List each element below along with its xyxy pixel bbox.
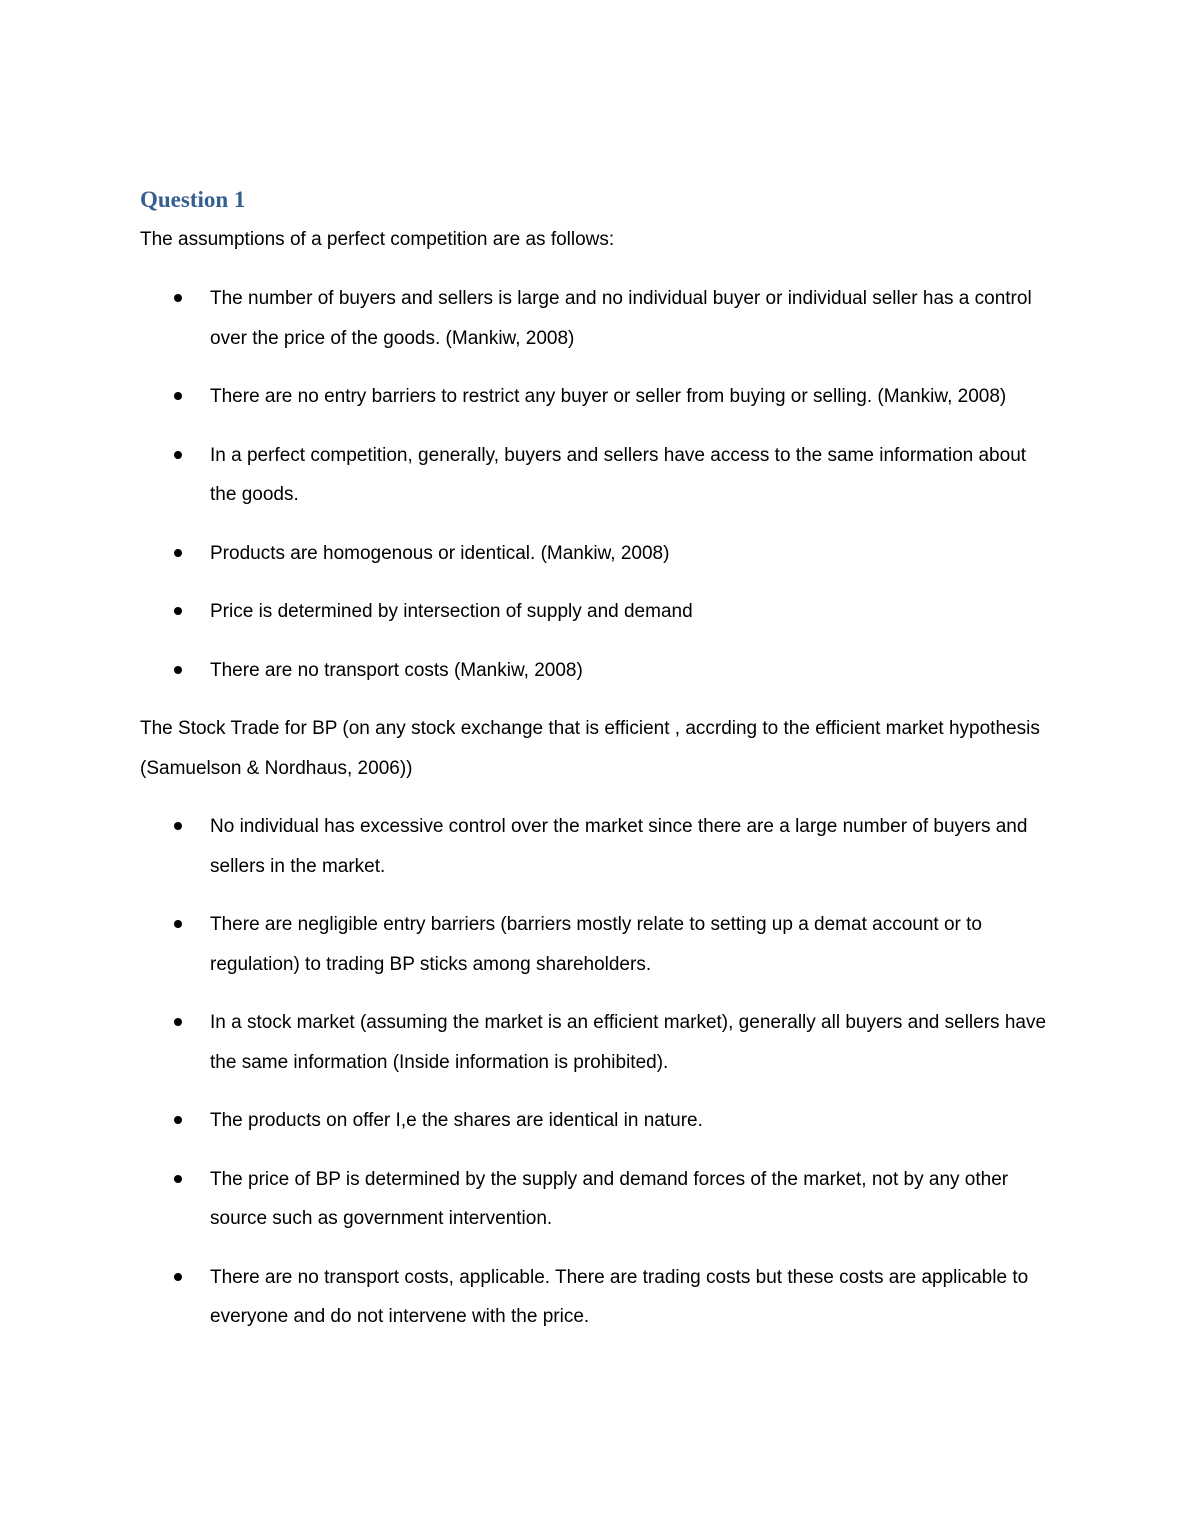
- page-heading: Question 1: [140, 187, 246, 212]
- bullet-icon: [174, 1116, 182, 1124]
- bullet-icon: [174, 666, 182, 674]
- bullet-icon: [174, 1018, 182, 1026]
- bullet-icon: [174, 294, 182, 302]
- bullet-icon: [174, 1273, 182, 1281]
- list-item: Products are homogenous or identical. (Mankiw, 2008): [140, 534, 1050, 574]
- bullet-icon: [174, 607, 182, 615]
- list-item: In a perfect competition, generally, buyers and sellers have access to the same information about the goods.: [140, 436, 1050, 515]
- list-item: There are no transport costs (Mankiw, 2008): [140, 651, 1050, 691]
- stock-points-list: [140, 807, 1050, 1356]
- list-item: In a stock market (assuming the market is an efficient market), generally all buyers and sellers have the same information (Inside information is prohibited).: [140, 1003, 1050, 1082]
- list-item: The number of buyers and sellers is large and no individual buyer or individual seller has a control over the price of the goods. (Mankiw, 2008): [140, 279, 1050, 358]
- bullet-icon: [174, 1175, 182, 1183]
- bullet-icon: [174, 822, 182, 830]
- intro-paragraph: The assumptions of a perfect competition are as follows:: [140, 229, 615, 250]
- list-item: There are negligible entry barriers (barriers mostly relate to setting up a demat account or to regulation) to trading BP sticks among shareholders.: [140, 905, 1050, 984]
- stock-intro-paragraph: The Stock Trade for BP (on any stock exchange that is efficient , accrding to the efficient market hypothesis (Samuelson & Nordhaus, 2006)): [140, 718, 1040, 779]
- list-item: There are no entry barriers to restrict any buyer or seller from buying or selling. (Mankiw, 2008): [140, 377, 1050, 417]
- bullet-icon: [174, 392, 182, 400]
- list-item: No individual has excessive control over the market since there are a large number of buyers and sellers in the market.: [140, 807, 1050, 886]
- list-item: The price of BP is determined by the supply and demand forces of the market, not by any other source such as government intervention.: [140, 1160, 1050, 1239]
- assumptions-list: [140, 279, 1050, 709]
- list-item: There are no transport costs, applicable. There are trading costs but these costs are applicable to everyone and do not intervene with the price.: [140, 1258, 1050, 1337]
- list-item: The products on offer I,e the shares are identical in nature.: [140, 1101, 1050, 1141]
- bullet-icon: [174, 920, 182, 928]
- list-item: Price is determined by intersection of supply and demand: [140, 592, 1050, 632]
- bullet-icon: [174, 549, 182, 557]
- bullet-icon: [174, 451, 182, 459]
